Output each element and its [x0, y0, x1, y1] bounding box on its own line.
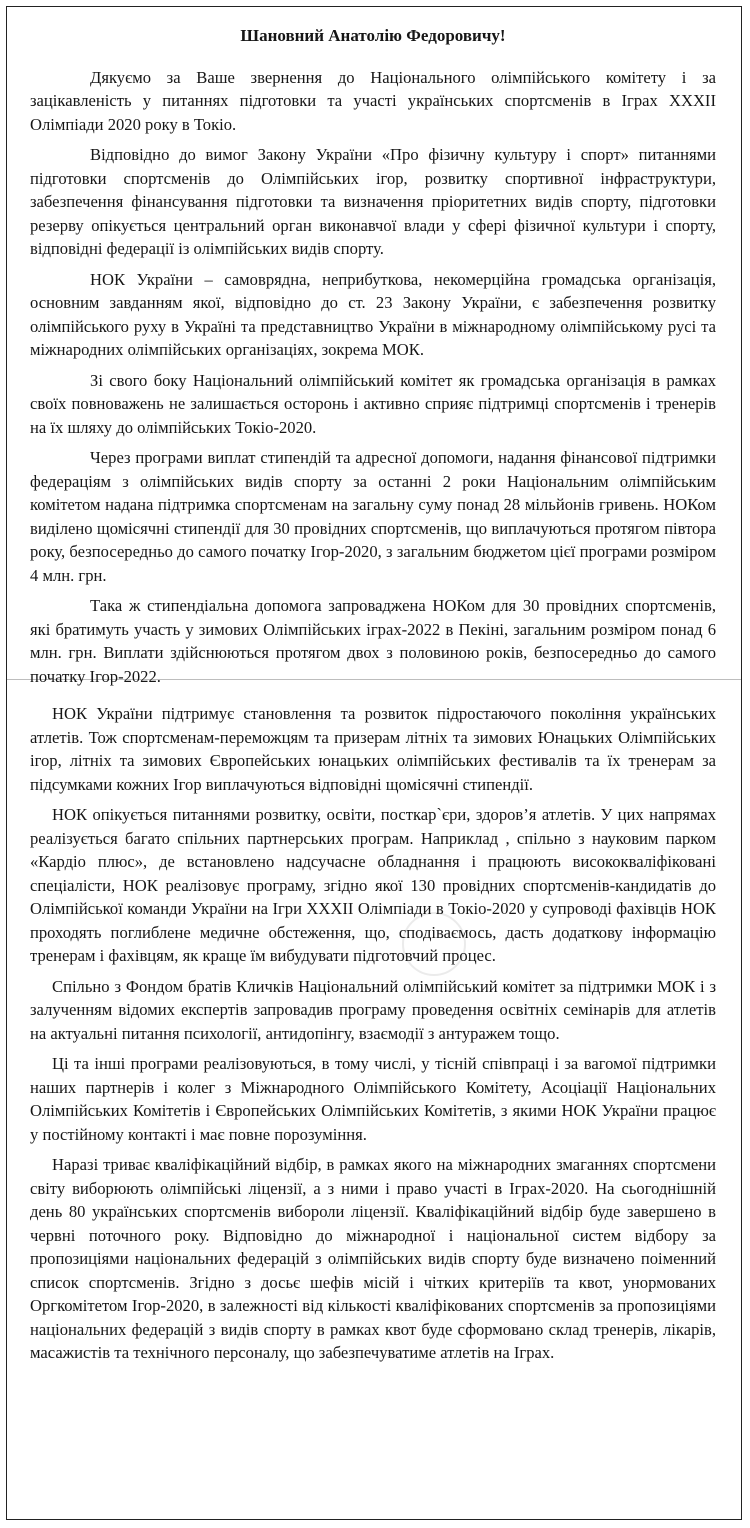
paragraph-9: Спільно з Фондом братів Кличків Національний олімпійський комітет за підтримки МОК і з залученням відомих експертів запровадив програму проведення освітніх семінарів для атлетів на актуальні питання психології, антидопінгу, взаємодії з антуражем тощо.: [30, 976, 716, 1043]
letter-body: [30, 24, 716, 1372]
paragraph-6: Така ж стипендіальна допомога запроваджена НОКом для 30 провідних спортсменів, які братимуть участь у зимових Олімпійських іграх-2022 в Пекіні, загальним розміром понад 6 млн. грн. Виплати здійснюються протягом двох з половиною років, безпосередньо до самого початку Ігор-2022.: [30, 596, 716, 686]
paragraph-5: Через програми виплат стипендій та адресної допомоги, надання фінансової підтримки федераціям з олімпійських видів спорту за останні 2 роки Національним олімпійським комітетом надана підтримка спортсменам на загальну суму понад 28 мільйонів гривень. НОКом виділено щомісячні стипендії для 30 провідних спортсменів, що виплачуються протягом півтора року, безпосередньо до самого початку Ігор-2020, з загальним бюджетом цієї програми розміром 4 млн. грн.: [30, 448, 716, 585]
letter-salutation: Шановний Анатолію Федоровичу!: [240, 26, 506, 45]
paragraph-11: Наразі триває кваліфікаційний відбір, в рамках якого на міжнародних змаганнях спортсмени світу виборюють олімпійські ліцензії, а з ними і право участі в Іграх-2020. На сьогоднішній день 80 українських спортсменів вибороли ліцензії. Кваліфікаційний відбір буде завершено в червні поточного року. Відповідно до міжнародної і національної систем відбору за пропозиціями національних федерацій з олімпійських видів спорту буде визначено поіменний список спортсменів. Згідно з досьє шефів місій і чітких критеріїв та квот, унормованих Оргкомітетом Ігор-2020, в залежності від кількості кваліфікованих спортсменів за пропозиціями національних федерацій з видів спорту в рамках квот буде сформовано склад тренерів, лікарів, масажистів та технічного персоналу, що забезпечуватиме атлетів на Іграх.: [30, 1155, 716, 1362]
paragraph-10: Ці та інші програми реалізовуються, в тому числі, у тісній співпраці і за вагомої підтримки наших партнерів і колег з Міжнародного Олімпійського Комітету, Асоціації Національних Олімпійських Комітетів і Європейських Олімпійських Комітетів, з якими НОК України працює у постійному контакті і має повне порозуміння.: [30, 1054, 716, 1144]
paragraph-8: НОК опікується питаннями розвитку, освіти, посткар`єри, здоров’я атлетів. У цих напрямах реалізується багато спільних партнерських програм. Наприклад , спільно з науковим парком «Кардіо плюс», де встановлено надсучасне обладнання і працюють висококваліфіковані спеціалісти, НОК реалізовує програму, згідно якої 130 провідних спортсменів-кандидатів до Олімпійської команди України на Ігри ХХХІІ Олімпіади в Токіо-2020 у супроводі фахівців НОК проходять поглиблене медичне обстеження, що, сподіваємось, дасть додаткову інформацію тренерам і фахівцям, як краще їм вибудувати підготовчий процес.: [30, 805, 716, 965]
paragraph-2: Відповідно до вимог Закону України «Про фізичну культуру і спорт» питаннями підготовки спортсменів до Олімпійських ігор, розвитку спортивної інфраструктури, забезпечення фінансування підготовки та визначення пріоритетних видів спорту, підготовки резерву опікується центральний орган виконавчої влади у сфері фізичної культури і спорту, відповідні федерації із олімпійських видів спорту.: [30, 145, 716, 258]
paragraph-7: НОК України підтримує становлення та розвиток підростаючого покоління українських атлетів. Тож спортсменам-переможцям та призерам літніх та зимових Юнацьких Олімпійських ігор, літніх та зимових Європейських юнацьких олімпійських фестивалів та їх тренерам за підсумками кожних Ігор виплачуються відповідні щомісячні стипендії.: [30, 704, 716, 794]
paragraph-4: Зі свого боку Національний олімпійський комітет як громадська організація в рамках своїх повноважень не залишається осторонь і активно сприяє підтримці спортсменів і тренерів на їх шляху до олімпійських Токіо-2020.: [30, 370, 716, 437]
paragraph-1: Дякуємо за Ваше звернення до Національного олімпійського комітету і за зацікавленість у питаннях підготовки та участі українських спортсменів в Іграх ХХХІІ Олімпіади 2020 року в Токіо.: [30, 67, 716, 134]
paragraph-3: НОК України – самоврядна, неприбуткова, некомерційна громадська організація, основним завданням якої, відповідно до ст. 23 Закону України, є забезпечення розвитку олімпійського руху в Україні та представництво України в міжнародному олімпійському русі та міжнародних олімпійських організаціях, зокрема МОК.: [30, 269, 716, 359]
